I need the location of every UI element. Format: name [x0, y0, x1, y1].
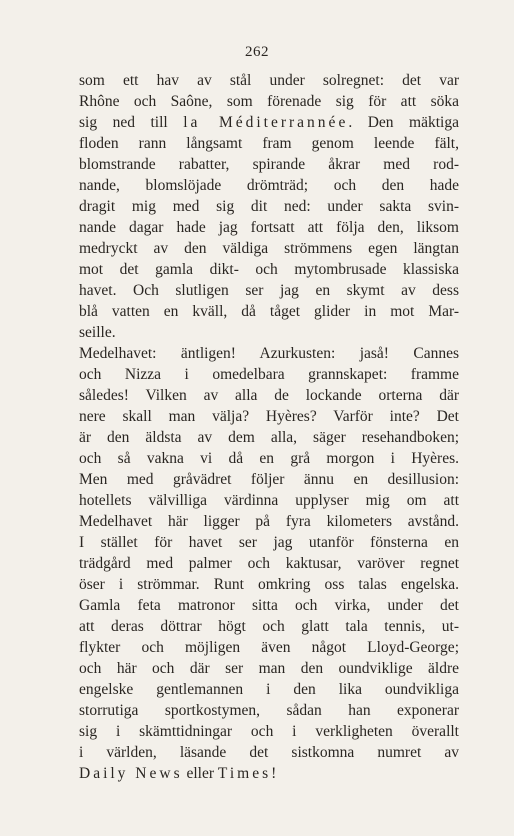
text-line: att deras döttrar högt och glatt tala tennis, ut-: [79, 618, 459, 635]
text-line: sig ned till la Méditerrannée. Den mäktiga: [79, 114, 459, 131]
text-line: och här och där ser man den oundviklige äldre: [79, 660, 459, 677]
text-line: i världen, läsande det sistkomna numret av: [79, 744, 459, 761]
page-number: 262: [245, 44, 269, 60]
text-line: nere skall man välja? Hyères? Varför inte? Det: [79, 408, 459, 425]
text-line: Gamla feta matronor sitta och virka, under det: [79, 597, 459, 614]
text-line: storrutiga sportkostymen, sådan han exponerar: [79, 702, 459, 719]
text-line: Men med gråvädret följer ännu en desillusion:: [79, 471, 459, 488]
body-text: [79, 70, 459, 784]
text-line: som ett hav av stål under solregnet: det var: [79, 72, 459, 89]
text-line: Medelhavet: äntligen! Azurkusten: jaså! Cannes: [79, 345, 459, 362]
text-line: Rhône och Saône, som förenade sig för att söka: [79, 93, 459, 110]
text-line: således! Vilken av alla de lockande orterna där: [79, 387, 459, 404]
text-line: nande, blomslöjade drömträd; och den hade: [79, 177, 459, 194]
text-line: Daily News eller Times!: [79, 765, 277, 782]
text-line: öser i strömmar. Runt omkring oss talas engelska.: [79, 576, 459, 593]
text-line: havet. Och slutligen ser jag en skymt av dess: [79, 282, 459, 299]
text-line: blomstrande rabatter, spirande åkrar med rod-: [79, 156, 459, 173]
text-line: dragit mig med sig dit ned: under sakta svin-: [79, 198, 459, 215]
text-line: hotellets välvilliga värdinna upplyser mig om att: [79, 492, 459, 509]
text-line: blå vatten en kväll, då tåget glider in mot Mar-: [79, 303, 459, 320]
text-line: floden rann långsamt fram genom leende fält,: [79, 135, 459, 152]
text-line: Medelhavet här ligger på fyra kilometers avstånd.: [79, 513, 459, 530]
text-line: engelske gentlemannen i den lika oundvikliga: [79, 681, 459, 698]
text-line: I stället för havet ser jag utanför fönsterna en: [79, 534, 459, 551]
text-line: mot det gamla dikt- och mytombrusade klassiska: [79, 261, 459, 278]
text-line: och Nizza i omedelbara grannskapet: framme: [79, 366, 459, 383]
text-line: flykter och möjligen även något Lloyd-George;: [79, 639, 459, 656]
text-line: trädgård med palmer och kaktusar, varöver regnet: [79, 555, 459, 572]
text-line: nande dagar hade jag fortsatt att följa den, liksom: [79, 219, 459, 236]
text-line: och så vakna vi då en grå morgon i Hyères.: [79, 450, 459, 467]
text-line: är den äldsta av dem alla, säger resehandboken;: [79, 429, 459, 446]
text-line: seille.: [79, 324, 116, 341]
text-line: medryckt av den väldiga strömmens egen längtan: [79, 240, 459, 257]
text-line: sig i skämttidningar och i verkligheten överallt: [79, 723, 459, 740]
